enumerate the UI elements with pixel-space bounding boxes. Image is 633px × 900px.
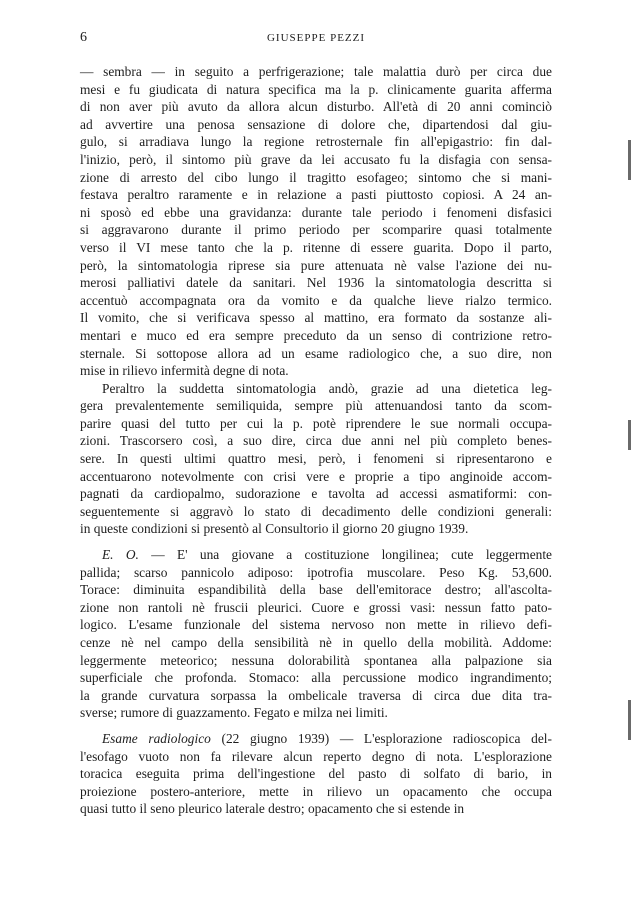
text-line: mesi e fu giudicata di natura specifica ma la p. clinicamente guarita afferma [80, 81, 552, 97]
text-line: toracica eseguita prima dell'ingestione del pasto di solfato di bario, in [80, 766, 552, 782]
paragraph-radiological-exam [80, 730, 552, 818]
text-line: parire quasi del tutto per cui la p. potè riprendere le sue normali occupa- [80, 415, 552, 431]
text-line: di non aver più avuto da allora alcun disturbo. All'età di 20 anni cominciò [80, 99, 552, 115]
text-line: — sembra — in seguito a perfrigerazione; tale malattia durò per circa due [80, 64, 552, 79]
text-line: cenze nè nel campo della sensibilità nè in quello della mobilità. Addome: [80, 635, 552, 650]
text-line: proiezione postero-anteriore, mette in rilievo un opacamento che occupa [80, 783, 552, 799]
text-line: verso il VI mese tanto che la p. ritenne di essere guarita. Dopo il parto, [80, 239, 552, 255]
text-line: si aggravarono durante il primo periodo per scomparire quasi totalmente [80, 222, 552, 238]
text-line: leggermente meteorico; nessuna dolorabilità spontanea alla palpazione sia [80, 652, 552, 668]
paragraph-course [80, 380, 552, 538]
page-number: 6 [80, 30, 87, 45]
text-line: Il vomito, che si verificava spesso al mattino, era formato da sostanze ali- [80, 310, 552, 326]
text-line: in queste condizioni si presentò al Consultorio il giorno 20 giugno 1939. [80, 521, 469, 537]
text-line: ad avvertire una penosa sensazione di dolore che, dipartendosi dal giu- [80, 116, 552, 132]
paragraph-objective-exam [80, 546, 552, 722]
text-line: zione non rantoli nè fruscii pleurici. Cuore e grossi vasi: nessun fatto pato- [80, 599, 552, 615]
text-line: zione di arresto del cibo lungo il tragitto esofageo; sintomo che si mani- [80, 169, 552, 185]
text-line: gulo, si arradiava lungo la regione retrosternale fin all'epigastrio: fin dal- [80, 134, 552, 150]
text-line: pagnati da cardiopalmo, sudorazione e tavolta ad accessi asmatiformi: con- [80, 486, 552, 502]
body-text [80, 63, 552, 818]
text-line: l'esofago vuoto non fa rilevare alcun reperto degno di nota. L'esplorazione [80, 748, 552, 764]
text-line [80, 730, 552, 748]
paragraph-history [80, 63, 552, 380]
text-line: superficiale che profonda. Stomaco: alla percussione modico ingrandimento; [80, 670, 552, 686]
text-line: la grande curvatura sorpassa la ombelicale traversa di circa due dita tra- [80, 687, 552, 703]
text-line: Peraltro la suddetta sintomatologia andò, grazie ad una dietetica leg- [102, 380, 552, 396]
italic-lead: E. O. [102, 547, 139, 563]
text-line: sternale. Si sottopose allora ad un esame radiologico che, a suo dire, non [80, 345, 552, 361]
scan-edge-mark [628, 420, 631, 450]
text-line: Torace: diminuita espandibilità della base dell'emitorace destro; all'ascolta- [80, 582, 552, 598]
text-line: mentari e muco ed era sempre preceduto da un senso di contrizione retro- [80, 327, 552, 343]
text-line: quasi tutto il seno pleurico laterale destro; opacamento che si estende in [80, 801, 465, 817]
page-header [80, 30, 552, 50]
text-line: logico. L'esame funzionale del sistema nervoso non mette in rilievo defi- [80, 617, 552, 633]
text-line: sverse; rumore di guazzamento. Fegato e milza nei limiti. [80, 705, 388, 721]
line-text: — E' una giovane a costituzione longilinea; cute leggermente [138, 547, 552, 563]
italic-lead: Esame radiologico [102, 730, 211, 746]
scan-edge-mark [628, 140, 631, 180]
text-line: merosi palliativi datele da sanitari. Nel 1936 la sintomatologia descritta si [80, 275, 552, 291]
running-title: GIUSEPPE PEZZI [266, 32, 366, 44]
text-line: zioni. Trascorsero così, a suo dire, circa due anni nel più completo benes- [80, 433, 552, 449]
text-line: sere. In questi ultimi quattro mesi, però, i fenomeni si ripresentarono e [80, 451, 552, 467]
text-line: ni sposò ed ebbe una gravidanza: durante tale periodo i fenomeni disfasici [80, 204, 552, 220]
line-text: (22 giugno 1939) — L'esplorazione radioscopica del- [210, 730, 552, 746]
text-line: però, la sintomatologia riprese sia pure attenuata nè valse l'azione dei nu- [80, 257, 552, 273]
text-line: l'inizio, però, il sintomo più grave da lei accusato fu la disfagia con sensa- [80, 151, 552, 167]
text-line: mise in rilievo infermità degne di nota. [80, 363, 289, 379]
text-line: pallida; scarso pannicolo adiposo: ipotrofia muscolare. Peso Kg. 53,600. [80, 564, 552, 580]
scan-edge-mark [628, 700, 631, 740]
text-line: accentuarono notevolmente con crisi vere e proprie a tipo anginoide accom- [80, 468, 552, 484]
text-line: gera prevalentemente semiliquida, sempre più attenuandosi tanto da scom- [80, 398, 552, 414]
text-line: festava peraltro raramente e in relazione a pasti piuttosto copiosi. A 24 an- [80, 187, 552, 203]
text-line: accentuò accompagnata ora da vomito e da qualche lieve rialzo termico. [80, 292, 552, 308]
text-line: seguentemente si aggravò lo stato di decadimento delle condizioni generali: [80, 503, 552, 519]
text-line [80, 546, 552, 564]
